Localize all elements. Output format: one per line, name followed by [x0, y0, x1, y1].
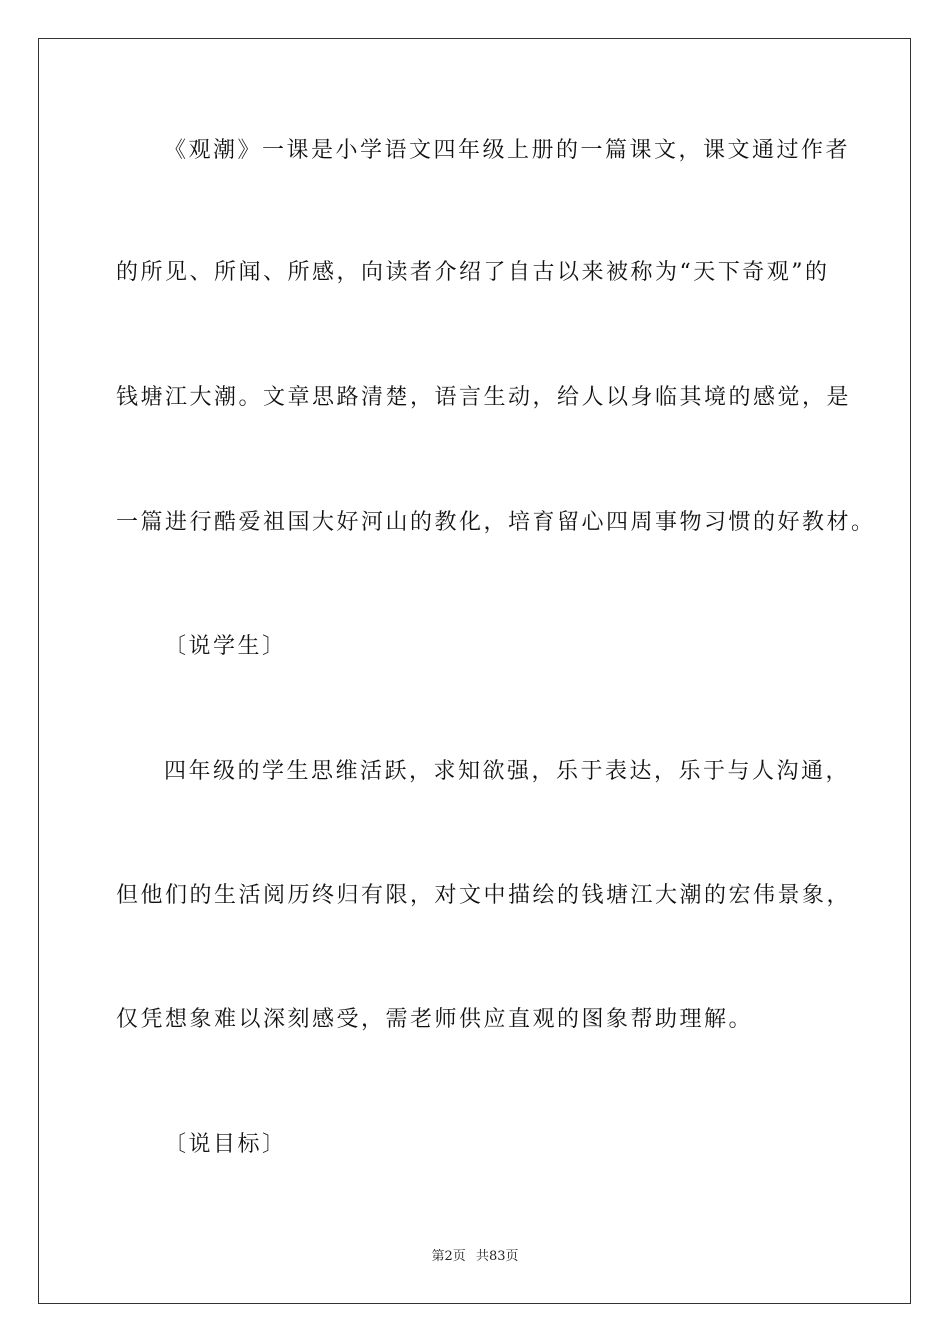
page-frame	[38, 38, 911, 1304]
page-footer	[0, 1245, 950, 1264]
paragraph-line: 《观潮》一课是小学语文四年级上册的一篇课文，课文通过作者	[164, 138, 851, 163]
page-total: 共83页	[475, 1249, 519, 1264]
paragraph-line: 仅凭想象难以深刻感受，需老师供应直观的图象帮助理解。	[116, 1007, 754, 1032]
paragraph-line: 的所见、所闻、所感，向读者介绍了自古以来被称为“天下奇观”的	[116, 260, 830, 285]
paragraph-line: 一篇进行酷爱祖国大好河山的教化，培育留心四周事物习惯的好教材。	[116, 510, 876, 535]
paragraph-line: 但他们的生活阅历终归有限，对文中描绘的钱塘江大潮的宏伟景象，	[116, 883, 852, 908]
section-heading: 〔说学生〕	[164, 634, 287, 659]
section-heading: 〔说目标〕	[164, 1132, 287, 1157]
paragraph-line: 钱塘江大潮。文章思路清楚，语言生动，给人以身临其境的感觉，是	[116, 385, 852, 410]
page-number: 第2页	[431, 1249, 466, 1264]
paragraph-line: 四年级的学生思维活跃，求知欲强，乐于表达，乐于与人沟通，	[164, 759, 851, 784]
